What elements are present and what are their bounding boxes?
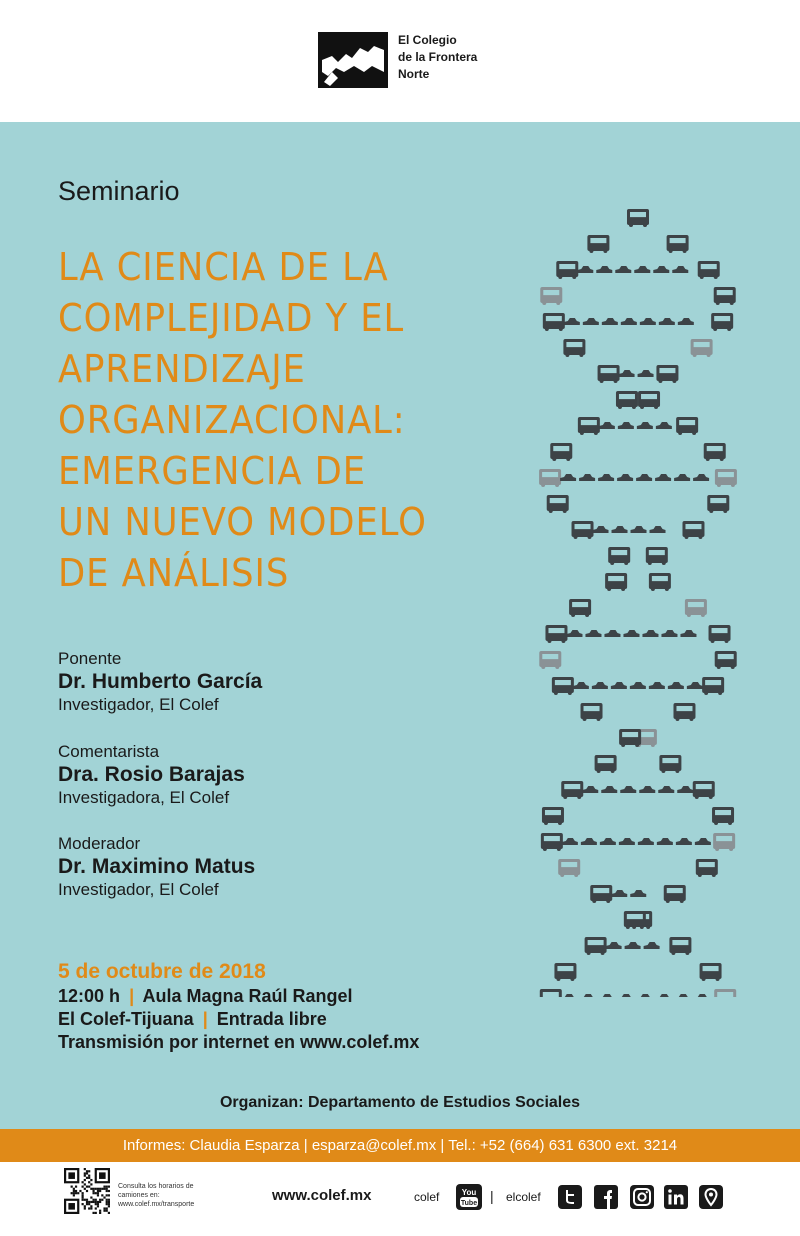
moderator-name: Dr. Maximino Matus <box>58 855 256 878</box>
vehicle-icon <box>561 781 583 799</box>
vehicle-icon <box>598 365 620 383</box>
small-car-icon <box>606 942 622 949</box>
vehicle-icon <box>541 833 563 851</box>
small-car-icon <box>618 422 634 429</box>
small-car-icon <box>612 526 628 533</box>
vehicle-icon <box>627 209 649 227</box>
colef-logo <box>318 32 488 88</box>
vehicle-icon <box>682 521 704 539</box>
youtube-icon-text: Tube <box>460 1200 478 1207</box>
vehicle-icon <box>693 781 715 799</box>
small-car-icon <box>638 370 654 377</box>
vehicle-icon <box>714 287 736 305</box>
small-car-icon <box>562 838 578 845</box>
speaker-name: Dr. Humberto García <box>58 670 263 693</box>
title-line: APRENDIZAJE <box>58 347 306 391</box>
vehicle-icon <box>619 729 641 747</box>
vehicle-icon <box>558 859 580 877</box>
small-car-icon <box>656 422 672 429</box>
vehicle-icon <box>587 235 609 253</box>
small-car-icon <box>592 682 608 689</box>
small-car-icon <box>661 630 677 637</box>
separator: | <box>490 1188 494 1204</box>
vehicle-icon <box>540 989 562 997</box>
small-car-icon <box>675 994 691 997</box>
small-car-icon <box>634 266 650 273</box>
vehicle-icon <box>569 599 591 617</box>
facebook-icon[interactable] <box>594 1185 618 1209</box>
small-car-icon <box>620 786 636 793</box>
small-car-icon <box>618 994 634 997</box>
vehicle-icon <box>556 261 578 279</box>
title-line: DE ANÁLISIS <box>58 551 290 595</box>
vehicle-icon <box>550 443 572 461</box>
small-car-icon <box>640 318 656 325</box>
speaker-role: Ponente <box>58 649 122 668</box>
small-car-icon <box>601 786 617 793</box>
vehicle-icon <box>616 391 638 409</box>
event-type: Seminario <box>58 176 180 206</box>
vehicle-icon <box>608 547 630 565</box>
vehicle-icon <box>712 807 734 825</box>
separator: | <box>202 1009 208 1029</box>
moderator-role: Moderador <box>58 834 141 853</box>
small-car-icon <box>582 786 598 793</box>
moderator-block <box>58 833 478 900</box>
vehicle-icon <box>545 625 567 643</box>
event-location-admission <box>58 1008 498 1031</box>
vehicle-icon <box>669 937 691 955</box>
vehicle-icon <box>691 339 713 357</box>
logo-line: de la Frontera <box>398 50 478 64</box>
vehicle-icon <box>543 313 565 331</box>
small-car-icon <box>593 526 609 533</box>
small-car-icon <box>581 838 597 845</box>
small-car-icon <box>623 630 639 637</box>
small-car-icon <box>658 786 674 793</box>
small-car-icon <box>653 266 669 273</box>
vehicle-icon <box>714 989 736 997</box>
title-line: LA CIENCIA DE LA <box>58 245 389 289</box>
vehicle-icon <box>540 287 562 305</box>
vehicle-icon <box>659 755 681 773</box>
vehicle-icon <box>715 469 737 487</box>
youtube-icon-text: You <box>461 1188 477 1197</box>
speaker-block <box>58 648 478 715</box>
small-car-icon <box>638 838 654 845</box>
small-car-icon <box>561 994 577 997</box>
location-icon[interactable] <box>699 1185 723 1209</box>
vehicle-icon <box>685 599 707 617</box>
small-car-icon <box>599 994 615 997</box>
twitter-icon[interactable] <box>558 1185 582 1209</box>
vehicle-icon <box>578 417 600 435</box>
small-car-icon <box>644 942 660 949</box>
vehicle-icon <box>585 937 607 955</box>
qr-code[interactable] <box>64 1168 110 1214</box>
vehicle-icon <box>638 391 660 409</box>
small-car-icon <box>566 630 582 637</box>
title-line: EMERGENCIA DE <box>58 449 367 493</box>
small-car-icon <box>656 994 672 997</box>
vehicle-icon <box>656 365 678 383</box>
vehicle-icon <box>704 443 726 461</box>
small-car-icon <box>604 630 620 637</box>
small-car-icon <box>659 318 675 325</box>
small-car-icon <box>680 630 696 637</box>
small-car-icon <box>598 474 614 481</box>
small-car-icon <box>631 526 647 533</box>
linkedin-icon[interactable] <box>664 1185 688 1209</box>
vehicle-icon <box>664 885 686 903</box>
small-car-icon <box>630 890 646 897</box>
small-car-icon <box>585 630 601 637</box>
small-car-icon <box>642 630 658 637</box>
logo-line: El Colegio <box>398 33 457 47</box>
event-location: El Colef-Tijuana <box>58 1009 194 1029</box>
small-car-icon <box>657 838 673 845</box>
vehicle-icon <box>713 833 735 851</box>
small-car-icon <box>674 474 690 481</box>
small-car-icon <box>611 890 627 897</box>
small-car-icon <box>639 786 655 793</box>
footer <box>0 1162 800 1236</box>
event-details <box>58 959 498 1054</box>
small-car-icon <box>655 474 671 481</box>
commentator-role: Comentarista <box>58 742 160 761</box>
event-admission: Entrada libre <box>216 1009 327 1029</box>
vehicle-icon <box>711 313 733 331</box>
small-car-icon <box>676 838 692 845</box>
vehicle-icon <box>700 963 722 981</box>
small-car-icon <box>580 994 596 997</box>
small-car-icon <box>611 682 627 689</box>
vehicle-icon <box>696 859 718 877</box>
vehicle-icon <box>539 469 561 487</box>
small-car-icon <box>694 994 710 997</box>
separator: | <box>129 986 135 1006</box>
commentator-block <box>58 741 478 808</box>
small-car-icon <box>625 942 641 949</box>
event-stream: Transmisión por internet en www.colef.mx <box>58 1032 420 1052</box>
vehicle-icon <box>581 703 603 721</box>
vehicle-icon <box>590 885 612 903</box>
small-car-icon <box>636 474 652 481</box>
small-car-icon <box>573 682 589 689</box>
vehicle-icon <box>649 573 671 591</box>
vehicle-icon <box>542 807 564 825</box>
small-car-icon <box>687 682 703 689</box>
small-car-icon <box>583 318 599 325</box>
event-date: 5 de octubre de 2018 <box>58 960 266 983</box>
qr-caption: Consulta los horarios de camiones en: www.colef.mx/transporte <box>118 1183 195 1208</box>
vehicle-icon <box>563 339 585 357</box>
seminar-title <box>58 242 498 599</box>
small-car-icon <box>596 266 612 273</box>
small-car-icon <box>637 422 653 429</box>
vehicle-icon <box>624 911 646 929</box>
youtube-handle: colef <box>414 1190 440 1204</box>
vehicle-icon <box>547 495 569 513</box>
small-car-icon <box>677 786 693 793</box>
event-venue: Aula Magna Raúl Rangel <box>142 986 353 1006</box>
small-car-icon <box>650 526 666 533</box>
vehicle-icon <box>715 651 737 669</box>
small-car-icon <box>668 682 684 689</box>
contact-info-bar: Informes: Claudia Esparza | esparza@colef.mx | Tel.: +52 (664) 631 6300 ext. 3214 <box>0 1129 800 1162</box>
vehicle-icon <box>646 547 668 565</box>
small-car-icon <box>600 838 616 845</box>
small-car-icon <box>649 682 665 689</box>
small-car-icon <box>621 318 637 325</box>
instagram-icon[interactable] <box>630 1185 654 1209</box>
small-car-icon <box>560 474 576 481</box>
event-time-venue <box>58 985 498 1008</box>
small-car-icon <box>672 266 688 273</box>
vehicle-icon <box>595 755 617 773</box>
moderator-affiliation: Investigador, El Colef <box>58 880 219 899</box>
social-handle: elcolef <box>506 1190 541 1204</box>
poster-panel <box>0 122 800 1129</box>
vehicle-icon <box>698 261 720 279</box>
small-car-icon <box>599 422 615 429</box>
speaker-affiliation: Investigador, El Colef <box>58 695 219 714</box>
vehicle-icon <box>702 677 724 695</box>
small-car-icon <box>695 838 711 845</box>
vehicle-icon <box>554 963 576 981</box>
logo-text <box>398 32 477 83</box>
youtube-icon[interactable] <box>456 1184 482 1210</box>
commentator-affiliation: Investigadora, El Colef <box>58 788 230 807</box>
website-link[interactable]: www.colef.mx <box>272 1187 372 1204</box>
vehicle-icon <box>605 573 627 591</box>
title-line: UN NUEVO MODELO <box>58 500 427 544</box>
small-car-icon <box>619 838 635 845</box>
small-car-icon <box>617 474 633 481</box>
dna-vehicles-illustration <box>528 207 748 997</box>
small-car-icon <box>630 682 646 689</box>
vehicle-icon <box>539 651 561 669</box>
small-car-icon <box>693 474 709 481</box>
small-car-icon <box>579 474 595 481</box>
event-time: 12:00 h <box>58 986 121 1006</box>
vehicle-icon <box>707 495 729 513</box>
title-line: ORGANIZACIONAL: <box>58 398 406 442</box>
commentator-name: Dra. Rosio Barajas <box>58 763 245 786</box>
title-line: COMPLEJIDAD Y EL <box>58 296 405 340</box>
logo-line: Norte <box>398 67 430 81</box>
vehicle-icon <box>676 417 698 435</box>
colef-logo-mark <box>318 32 388 88</box>
vehicle-icon <box>552 677 574 695</box>
small-car-icon <box>637 994 653 997</box>
vehicle-icon <box>709 625 731 643</box>
organizers: Organizan: Departamento de Estudios Sociales <box>219 1094 581 1111</box>
vehicle-icon <box>667 235 689 253</box>
vehicle-icon <box>572 521 594 539</box>
small-car-icon <box>619 370 635 377</box>
small-car-icon <box>577 266 593 273</box>
small-car-icon <box>678 318 694 325</box>
vehicle-icon <box>673 703 695 721</box>
header <box>0 0 800 122</box>
small-car-icon <box>564 318 580 325</box>
small-car-icon <box>602 318 618 325</box>
small-car-icon <box>615 266 631 273</box>
